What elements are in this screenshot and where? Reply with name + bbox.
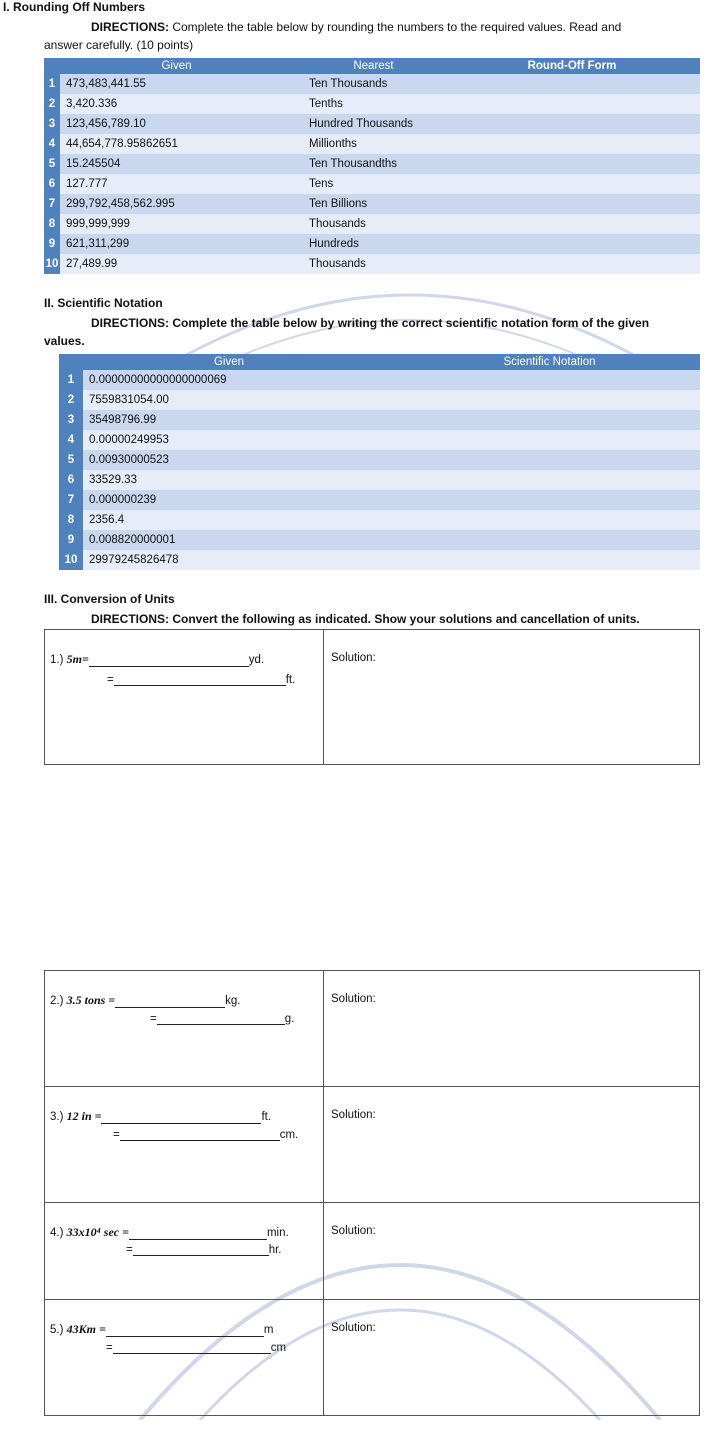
row-number: 4 — [59, 430, 83, 450]
scientific-table-header — [59, 354, 700, 370]
nearest-value: Tenths — [303, 94, 438, 114]
answer-cell[interactable] — [393, 530, 700, 550]
section2-directions — [91, 316, 649, 330]
problem-5 — [50, 1322, 273, 1337]
row-number: 3 — [44, 114, 60, 134]
given-value: 299,792,458,562.995 — [60, 194, 303, 214]
solution-label: Solution: — [331, 1109, 376, 1121]
row-number: 10 — [59, 550, 83, 570]
problem-3-second — [113, 1129, 298, 1141]
row-number: 7 — [44, 194, 60, 214]
problem-3-expr: 12 in = — [66, 1109, 102, 1123]
problem-5-unit1: m — [263, 1324, 274, 1336]
answer-cell[interactable] — [438, 234, 700, 254]
table-row — [44, 214, 700, 234]
problem-1-second — [107, 674, 295, 686]
problem-3-label: 3.) — [50, 1111, 67, 1123]
nearest-value: Hundred Thousands — [303, 114, 438, 134]
answer-line-4a[interactable] — [129, 1239, 267, 1240]
answer-line-2a[interactable] — [115, 1007, 225, 1008]
row-divider — [44, 1086, 700, 1087]
given-value: 2356.4 — [83, 510, 393, 530]
answer-line-1a[interactable] — [89, 666, 249, 667]
divider — [323, 970, 324, 1416]
answer-cell[interactable] — [393, 550, 700, 570]
given-value: 123,456,789.10 — [60, 114, 303, 134]
equals-sign: = — [126, 1244, 133, 1256]
row-number: 6 — [59, 470, 83, 490]
given-value: 473,483,441.55 — [60, 74, 303, 94]
answer-line-5b[interactable] — [113, 1353, 271, 1354]
given-value: 35498796.99 — [83, 410, 393, 430]
given-value: 999,999,999 — [60, 214, 303, 234]
table-row — [59, 370, 700, 390]
table-row — [44, 94, 700, 114]
given-value: 7559831054.00 — [83, 390, 393, 410]
problem-5-expr: 43Km = — [66, 1322, 106, 1336]
table-row — [44, 194, 700, 214]
nearest-value: Ten Billions — [303, 194, 438, 214]
answer-line-2b[interactable] — [157, 1024, 285, 1025]
given-value: 29979245826478 — [83, 550, 393, 570]
row-number: 10 — [44, 254, 60, 274]
section1-dir-text2: answer carefully. (10 points) — [44, 38, 194, 52]
table-row — [44, 114, 700, 134]
section1-dir-text: Complete the table below by rounding the numbers to the required values. Read and — [169, 20, 622, 34]
section3-directions — [91, 612, 640, 626]
problem-3 — [50, 1109, 271, 1124]
problem-4-unit1: min. — [266, 1227, 289, 1239]
table-row — [59, 550, 700, 570]
row-divider — [44, 1299, 700, 1300]
problem-4-label: 4.) — [50, 1227, 67, 1239]
answer-cell[interactable] — [393, 410, 700, 430]
nearest-value: Hundreds — [303, 234, 438, 254]
section3-heading: III. Conversion of Units — [44, 592, 175, 606]
answer-cell[interactable] — [438, 194, 700, 214]
rounding-table — [44, 58, 700, 274]
problem-1 — [50, 652, 264, 667]
header-nearest: Nearest — [303, 58, 438, 74]
answer-line-3a[interactable] — [101, 1123, 261, 1124]
problem-2-second — [150, 1013, 294, 1025]
row-number: 7 — [59, 490, 83, 510]
table-row — [59, 430, 700, 450]
problem-5-label: 5.) — [50, 1324, 67, 1336]
row-number: 2 — [44, 94, 60, 114]
row-divider — [44, 1202, 700, 1203]
problem-1-expr: 5m= — [66, 652, 89, 666]
nearest-value: Millionths — [303, 134, 438, 154]
problem-5-unit2: cm — [270, 1342, 287, 1354]
problem-3-unit2: cm. — [279, 1129, 299, 1141]
given-value: 0.00930000523 — [83, 450, 393, 470]
answer-cell[interactable] — [393, 450, 700, 470]
answer-cell[interactable] — [438, 254, 700, 274]
answer-cell[interactable] — [393, 490, 700, 510]
solution-label: Solution: — [331, 993, 376, 1005]
section1-directions — [91, 20, 621, 34]
given-value: 0.00000249953 — [83, 430, 393, 450]
section3-dir-label: DIRECTIONS: — [91, 612, 169, 626]
header-given: Given — [59, 354, 393, 370]
table-row — [59, 450, 700, 470]
problem-2-unit2: g. — [284, 1013, 295, 1025]
section2-dir-label: DIRECTIONS: — [91, 316, 169, 330]
row-number: 1 — [44, 74, 60, 94]
section2-dir-text2: values. — [44, 334, 85, 348]
answer-cell[interactable] — [393, 430, 700, 450]
table-row — [59, 490, 700, 510]
answer-line-3b[interactable] — [120, 1140, 280, 1141]
section1-heading: I. Rounding Off Numbers — [3, 0, 145, 14]
given-value: 44,654,778.95862651 — [60, 134, 303, 154]
problem-4-unit2: hr. — [268, 1244, 282, 1256]
table-row — [44, 74, 700, 94]
given-value: 0.00000000000000000069 — [83, 370, 393, 390]
equals-sign: = — [106, 1342, 113, 1354]
row-number: 5 — [59, 450, 83, 470]
row-number: 4 — [44, 134, 60, 154]
section2-heading: II. Scientific Notation — [44, 296, 163, 310]
nearest-value: Thousands — [303, 254, 438, 274]
table-row — [59, 510, 700, 530]
table-row — [44, 234, 700, 254]
table-row — [59, 410, 700, 430]
answer-cell[interactable] — [438, 214, 700, 234]
problem-2-label: 2.) — [50, 995, 67, 1007]
equals-sign: = — [150, 1013, 157, 1025]
problem-4-second — [126, 1244, 282, 1256]
problem-1-unit2: ft. — [285, 674, 296, 686]
answer-cell[interactable] — [393, 470, 700, 490]
answer-line-5a[interactable] — [106, 1336, 264, 1337]
problem-2-expr: 3.5 tons = — [66, 993, 116, 1007]
given-value: 621,311,299 — [60, 234, 303, 254]
answer-cell[interactable] — [438, 154, 700, 174]
section2-dir-text: Complete the table below by writing the correct scientific notation form of the given — [169, 316, 650, 330]
answer-cell[interactable] — [393, 370, 700, 390]
scientific-table — [59, 354, 700, 570]
given-value: 33529.33 — [83, 470, 393, 490]
answer-cell[interactable] — [438, 134, 700, 154]
problem-1-box — [44, 629, 700, 765]
answer-cell[interactable] — [438, 114, 700, 134]
rounding-table-header — [44, 58, 700, 74]
nearest-value: Tens — [303, 174, 438, 194]
solution-label: Solution: — [331, 1322, 376, 1334]
answer-cell[interactable] — [438, 174, 700, 194]
table-row — [59, 390, 700, 410]
row-number: 6 — [44, 174, 60, 194]
row-number: 5 — [44, 154, 60, 174]
equals-sign: = — [107, 674, 114, 686]
answer-cell[interactable] — [438, 94, 700, 114]
problem-3-unit1: ft. — [261, 1111, 272, 1123]
row-number: 8 — [59, 510, 83, 530]
table-row — [44, 154, 700, 174]
header-given: Given — [44, 58, 303, 74]
equals-sign: = — [113, 1129, 120, 1141]
table-row — [44, 254, 700, 274]
row-number: 1 — [59, 370, 83, 390]
divider — [323, 629, 324, 765]
row-number: 2 — [59, 390, 83, 410]
problem-4-expr: 33x10⁴ sec = — [66, 1225, 129, 1239]
nearest-value: Ten Thousands — [303, 74, 438, 94]
given-value: 0.000000239 — [83, 490, 393, 510]
answer-cell[interactable] — [393, 510, 700, 530]
nearest-value: Thousands — [303, 214, 438, 234]
nearest-value: Ten Thousandths — [303, 154, 438, 174]
given-value: 0.008820000001 — [83, 530, 393, 550]
header-round-off: Round-Off Form — [438, 58, 700, 74]
table-row — [44, 174, 700, 194]
header-scientific: Scientific Notation — [393, 354, 700, 370]
problem-4 — [50, 1225, 289, 1240]
solution-label: Solution: — [331, 652, 376, 664]
problem-2 — [50, 993, 240, 1008]
given-value: 27,489.99 — [60, 254, 303, 274]
table-row — [59, 530, 700, 550]
given-value: 127.777 — [60, 174, 303, 194]
answer-line-1b[interactable] — [114, 685, 286, 686]
answer-cell[interactable] — [438, 74, 700, 94]
row-number: 8 — [44, 214, 60, 234]
row-number: 9 — [59, 530, 83, 550]
table-row — [59, 470, 700, 490]
answer-line-4b[interactable] — [133, 1255, 269, 1256]
given-value: 15.245504 — [60, 154, 303, 174]
problem-1-label: 1.) — [50, 654, 67, 666]
problem-5-second — [106, 1342, 286, 1354]
row-number: 3 — [59, 410, 83, 430]
solution-label: Solution: — [331, 1225, 376, 1237]
section1-dir-label: DIRECTIONS: — [91, 20, 169, 34]
problem-2-unit1: kg. — [225, 995, 241, 1007]
answer-cell[interactable] — [393, 390, 700, 410]
row-number: 9 — [44, 234, 60, 254]
problem-1-unit1: yd. — [248, 654, 265, 666]
table-row — [44, 134, 700, 154]
given-value: 3,420.336 — [60, 94, 303, 114]
section3-dir-text: Convert the following as indicated. Show your solutions and cancellation of units. — [169, 612, 640, 626]
